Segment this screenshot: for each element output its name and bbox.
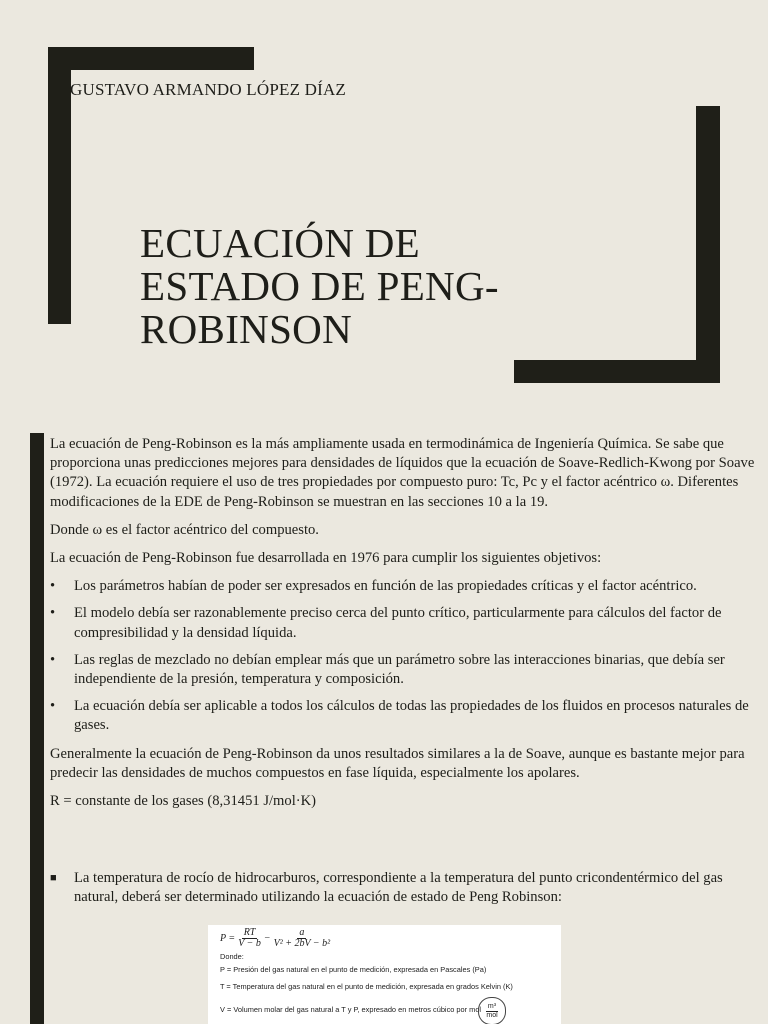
square-bullet-icon: ■: [50, 872, 57, 884]
list-item: [50, 697, 762, 735]
dew-point-slide: [0, 863, 768, 1024]
frame-top-left-vertical: [48, 47, 71, 324]
frame-bottom-right-vertical: [696, 106, 720, 383]
peng-robinson-equation: [220, 928, 330, 949]
title-line-1: ECUACIÓN DE: [140, 220, 421, 266]
list-item: [50, 869, 762, 907]
list-item-text: La temperatura de rocío de hidrocarburos, correspondiente a la temperatura del punto cricondentérmico del gas natural, deberá ser determinado utilizando la ecuación de estado de Peng Robinson:: [74, 870, 723, 906]
volume-unit-denominator: mol: [486, 1011, 498, 1019]
list-item: [50, 651, 762, 689]
paragraph-gas-constant: R = constante de los gases (8,31451 J/mol·K): [50, 793, 317, 810]
dew-point-list: [50, 869, 762, 907]
list-item-text: La ecuación debía ser aplicable a todos los cálculos de todas las propiedades de los fluidos en procesos naturales de gases.: [74, 698, 749, 734]
equation-numerator-2: a: [299, 927, 305, 938]
list-item: [50, 604, 762, 642]
equation-minus: −: [263, 933, 271, 944]
paragraph-omega: Donde ω es el factor acéntrico del compuesto.: [50, 521, 319, 538]
volume-unit-numerator: m³: [487, 1002, 497, 1010]
paragraph-intro: La ecuación de Peng-Robinson es la más ampliamente usada en termodinámica de Ingeniería Química. Se sabe que proporciona unas predicciones mejores para densidades de líquidos que la ecuación de Soave-Redlich-Kwong por Soave (1972). La ecuación requiere el uso de tres propiedades por compuesto puro: Tc, Pc y el factor acéntrico ω. Diferentes modificaciones de la EDE de Peng-Robinson se muestran en las secciones 10 a la 19.: [50, 436, 755, 510]
frame-bottom-right-horizontal: [514, 360, 720, 383]
title-slide: [0, 0, 768, 423]
paragraph-objectives-intro: La ecuación de Peng-Robinson fue desarrollada en 1976 para cumplir los siguientes objetivos:: [50, 550, 602, 567]
paragraph-comparison: Generalmente la ecuación de Peng-Robinson da unos resultados similares a la de Soave, aunque es bastante mejor para predecir las densidades de muchos compuestos en fase líquida, especialmente los apolares.: [50, 745, 745, 781]
equation-figure: [208, 925, 561, 1024]
equation-lhs: P =: [220, 933, 236, 944]
list-item-text: Las reglas de mezclado no debían emplear más que un parámetro sobre las interacciones binarias, que debía ser independiente de la presión, temperatura y composición.: [74, 651, 725, 688]
title-line-2: ESTADO DE PENG-: [140, 263, 499, 309]
list-item-text: Los parámetros habían de poder ser expresados en función de las propiedades críticas y el factor acéntrico.: [74, 578, 697, 595]
definition-p: P = Presión del gas natural en el punto de medición, expresada en Pascales (Pa): [220, 965, 487, 974]
bullet-icon: •: [50, 698, 56, 715]
slide-title: [140, 222, 499, 351]
accent-bar: [30, 433, 44, 863]
content-slide: [0, 423, 768, 863]
definition-t: T = Temperatura del gas natural en el punto de medición, expresada en grados Kelvin (K): [220, 982, 513, 991]
equation-numerator-1: RT: [243, 927, 256, 938]
list-item: [50, 577, 762, 596]
content-body: [50, 435, 762, 820]
author-name: GUSTAVO ARMANDO LÓPEZ DÍAZ: [70, 80, 347, 99]
volume-unit: [478, 997, 506, 1024]
list-item-text: El modelo debía ser razonablemente preciso cerca del punto crítico, particularmente para cálculos del factor de compresibilidad y la densidad líquida.: [74, 605, 722, 641]
donde-label: Donde:: [220, 952, 244, 961]
accent-bar: [30, 863, 44, 1024]
equation-term-2: [274, 928, 331, 949]
bullet-icon: •: [50, 651, 56, 668]
equation-denominator-2: V² + 2bV − b²: [273, 938, 331, 949]
frame-top-left-horizontal: [48, 47, 254, 70]
bullet-icon: •: [50, 605, 56, 622]
bullet-icon: •: [50, 578, 56, 595]
equation-term-1: [238, 928, 261, 949]
equation-denominator-1: V − b: [238, 938, 261, 949]
objectives-list: [50, 577, 762, 735]
title-line-3: ROBINSON: [140, 306, 352, 352]
dew-point-body: [50, 869, 762, 916]
definition-v: V = Volumen molar del gas natural a T y P, expresado en metros cúbico por mol: [220, 1005, 482, 1014]
